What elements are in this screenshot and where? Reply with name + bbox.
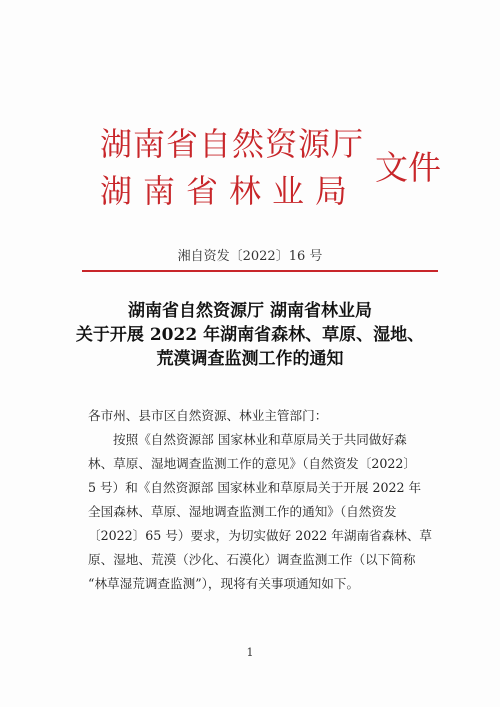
issuer-name-2: 湖南省林业局: [100, 172, 359, 210]
red-separator-line: [82, 270, 438, 272]
document-body: [88, 404, 448, 596]
issuer-name-1: 湖南省自然资源厅: [100, 125, 365, 163]
body-line: 原、湿地、荒漠（沙化、石漠化）调查监测工作（以下简称: [88, 552, 416, 567]
body-line: 按照《自然资源部 国家林业和草原局关于共同做好森: [113, 432, 407, 447]
document-title: [60, 299, 440, 371]
salutation: 各市州、县市区自然资源、林业主管部门：: [88, 408, 328, 423]
body-line: “林草湿荒调查监测”），现将有关事项通知如下。: [88, 576, 360, 591]
title-line-3: 荒漠调查监测工作的通知: [156, 349, 344, 369]
title-line-1: 湖南省自然资源厅 湖南省林业局: [128, 301, 372, 321]
document-number: 湘自资发〔2022〕16 号: [177, 249, 323, 264]
title-line-2: 关于开展 2022 年湖南省森林、草原、湿地、: [75, 325, 425, 345]
body-line: 〔2022〕65 号）要求，为切实做好 2022 年湖南省森林、草: [88, 528, 433, 543]
body-line: 林、草原、湿地调查监测工作的意见》（自然资发〔2022〕: [88, 456, 417, 471]
document-type-label: 文件: [375, 148, 441, 187]
body-line: 5 号）和《自然资源部 国家林业和草原局关于开展 2022 年: [88, 480, 422, 495]
page-number: 1: [246, 646, 254, 659]
masthead: [100, 124, 440, 220]
body-line: 全国森林、草原、湿地调查监测工作的通知》（自然资发: [88, 504, 397, 519]
